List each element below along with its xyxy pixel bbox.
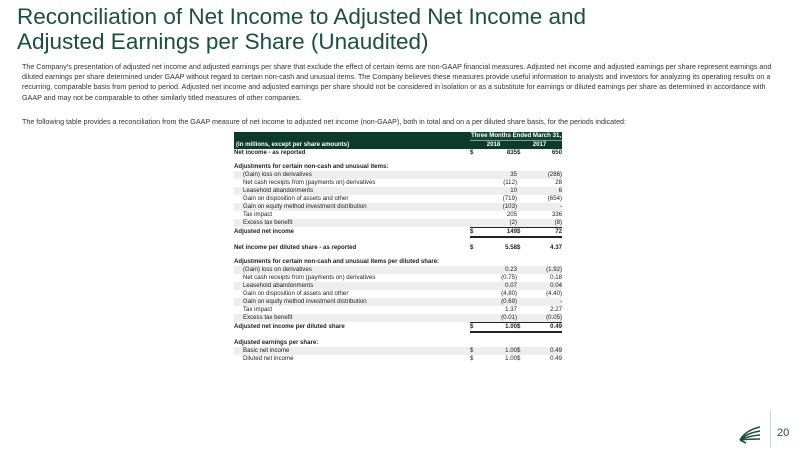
table-row: Gain on disposition of assets and other (4.80) (4.40) xyxy=(243,289,563,297)
section-heading: Adjustments for certain non-cash and unusual items: xyxy=(234,162,389,170)
table-row: Leasehold abandonments 0.07 0.04 xyxy=(234,282,562,290)
table-row: Tax impact 205 336 xyxy=(243,210,563,218)
section-heading: Adjustments for certain non-cash and unusual items per diluted share: xyxy=(234,257,440,265)
table-row-total: Adjusted net income $ 149 $ 72 xyxy=(234,227,563,236)
table-row: Excess tax benefit (2) (8) xyxy=(234,219,562,228)
table-row: (Gain) loss on derivatives 35 (286) xyxy=(234,171,562,179)
page-title xyxy=(17,4,777,54)
section-heading: Adjusted earnings per share: xyxy=(234,338,319,346)
period-header: Three Months Ended March 31, xyxy=(470,132,562,140)
table-header-row xyxy=(234,140,562,149)
table-row: Net cash receipts from (payments on) derivatives (112) 28 xyxy=(243,178,563,186)
title-line-1: Reconciliation of Net Income to Adjusted Net Income and xyxy=(17,4,587,29)
table-row: Diluted net income $ 1.00 $ 0.49 xyxy=(243,354,563,362)
table-row-total: Adjusted net income per diluted share $ 1.00 $ 0.49 xyxy=(234,322,563,331)
table-header-period-row xyxy=(234,132,562,140)
year-2017-header: 2017 xyxy=(517,140,562,149)
table-intro-paragraph: The following table provides a reconciliation from the GAAP measure of net income to adjusted net income (non-GAAP), both in total and on a per diluted share basis, for the periods indicated: xyxy=(22,118,626,126)
table-row: Leasehold abandonments 10 6 xyxy=(234,187,562,195)
units-label: (in millions, except per share amounts) xyxy=(234,140,470,149)
company-logo-icon xyxy=(738,424,762,444)
page-number: 20 xyxy=(777,427,790,439)
table-row: Basic net income $ 1.00 $ 0.49 xyxy=(234,347,562,355)
reconciliation-table xyxy=(234,132,562,363)
table-row: Gain on equity method investment distribution (0.69) - xyxy=(234,298,562,306)
table-row: Excess tax benefit (0.01) (0.05) xyxy=(234,314,562,323)
table-row: (Gain) loss on derivatives 0.23 (1.92) xyxy=(234,266,562,274)
table-row: Net cash receipts from (payments on) derivatives (0.75) 0.18 xyxy=(243,273,563,281)
year-2018-header: 2018 xyxy=(470,140,517,149)
title-line-2: Adjusted Earnings per Share (Unaudited) xyxy=(17,29,429,54)
table-row: Tax impact 1.37 2.27 xyxy=(243,305,563,313)
table-row: Net income per diluted share - as reported $ 5.58 $ 4.37 xyxy=(234,243,563,251)
intro-paragraph: The Company's presentation of adjusted net income and adjusted earnings per share that exclude the effect of certain items are non-GAAP financial measures. Adjusted net income and adjusted earnings per share represent earnings and diluted earnings per share determined under GAAP without regard to certain non-cash and unusual items. The Company believes these measures provide useful information to analysts and investors for analyzing its operating results on a recurring, comparable basis from period to period. Adjusted net income and adjusted earnings per share should not be considered in isolation or as a substitute for earnings or diluted earnings per share as determined in accordance with GAAP and may not be comparable to other similarly titled measures of other companies. xyxy=(22,63,772,102)
table-row: Gain on equity method investment distribution (103) - xyxy=(234,203,562,211)
footer-divider xyxy=(770,410,771,448)
table-row: Net income - as reported $ 835 $ 650 xyxy=(234,148,563,156)
table-row: Gain on disposition of assets and other (719) (654) xyxy=(243,194,563,202)
